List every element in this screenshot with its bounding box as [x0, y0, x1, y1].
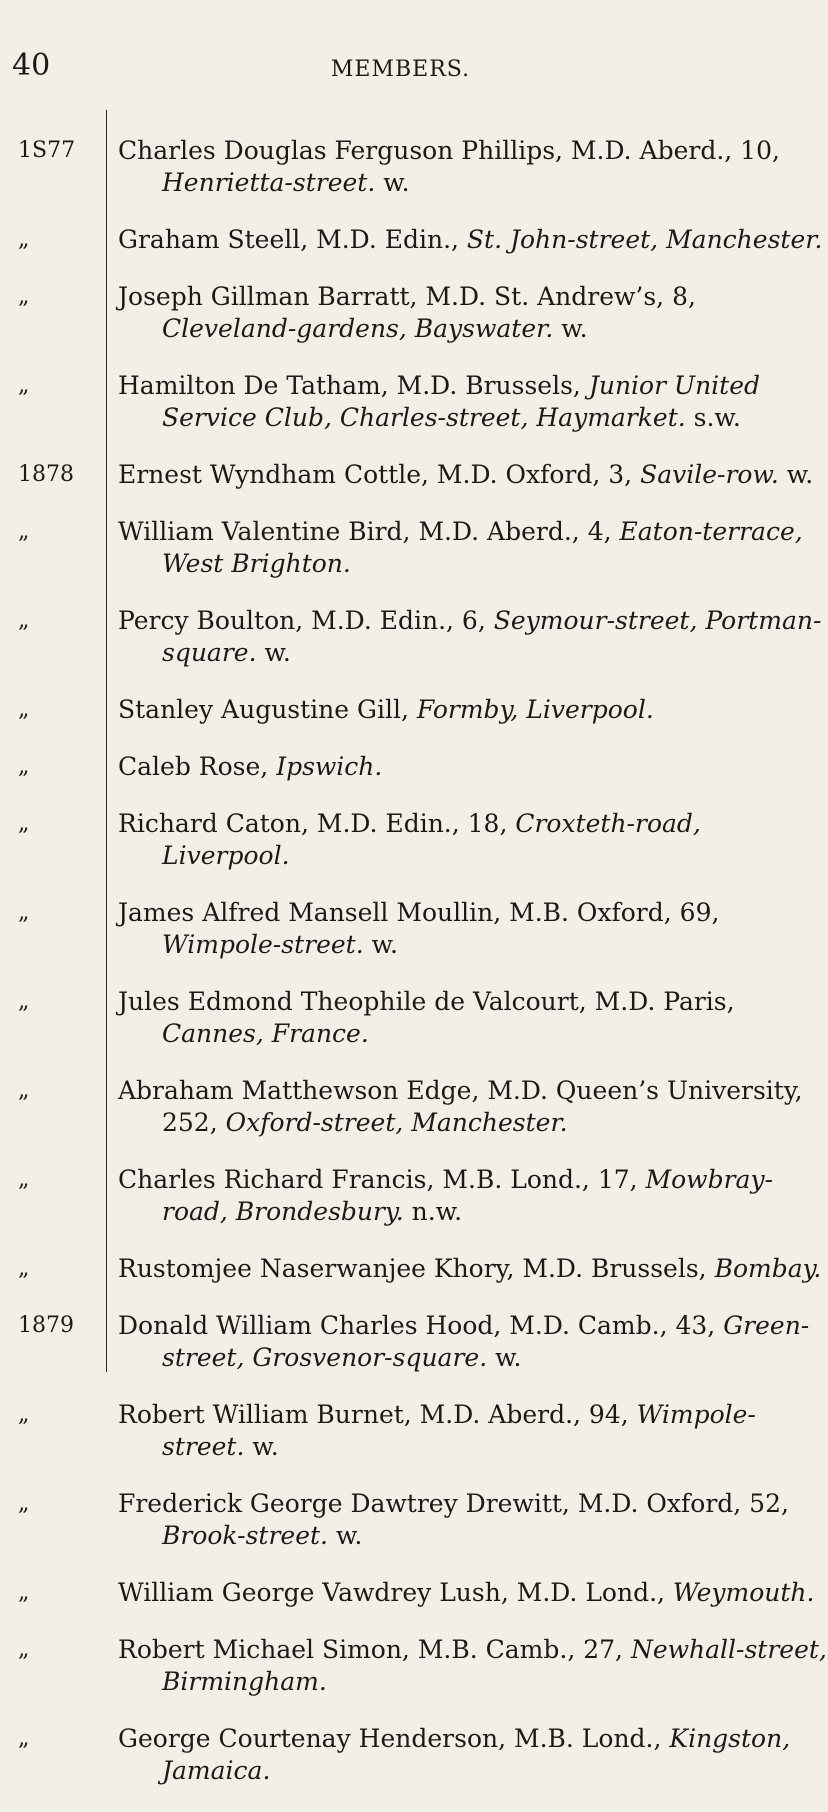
member-address: Ipswich. [276, 752, 383, 781]
list-item [0, 135, 801, 199]
member-address: Weymouth. [672, 1578, 815, 1607]
member-degree: M.D. Edin., [308, 225, 467, 254]
member-entry [118, 986, 828, 1050]
member-name: Jules Edmond Theophile de Valcourt, [118, 987, 587, 1016]
year-of-election: 1879 [18, 1313, 74, 1338]
member-district: w. [256, 638, 291, 667]
member-entry [118, 1488, 828, 1552]
member-district: s.w. [685, 403, 741, 432]
member-address: Mowbray-road, Brondesbury. [162, 1165, 774, 1226]
member-degree: M.D. Aberd., 4, [410, 517, 620, 546]
list-item [0, 1310, 810, 1374]
list-item [0, 516, 801, 580]
list-item [0, 1075, 801, 1139]
member-entry [118, 694, 828, 726]
year-of-election: „ [18, 519, 30, 544]
list-item [0, 751, 801, 783]
year-of-election: „ [18, 1167, 30, 1192]
member-degree: M.B. Oxford, 69, [501, 898, 720, 927]
member-name: Percy Boulton, [118, 606, 304, 635]
year-of-election: „ [18, 373, 30, 398]
member-entry [118, 605, 828, 669]
member-name: Donald William Charles Hood, [118, 1311, 502, 1340]
member-entry [118, 751, 828, 783]
year-of-election: „ [18, 697, 30, 722]
year-of-election: „ [18, 1491, 30, 1516]
member-entry [118, 1634, 828, 1698]
list-item [0, 605, 822, 669]
member-entry [118, 1253, 828, 1285]
running-title: MEMBERS. [330, 57, 471, 82]
member-name: Charles Richard Francis, [118, 1165, 435, 1194]
member-address: Kingston, Jamaica. [162, 1724, 791, 1785]
member-degree: M.D. Oxford, 3, [428, 460, 641, 489]
member-address: Savile-row. [640, 460, 779, 489]
member-entry [118, 1577, 828, 1609]
member-name: George Courtenay Henderson, [118, 1724, 507, 1753]
member-name: Stanley Augustine Gill, [118, 695, 409, 724]
member-address: Newhall-street, Birmingham. [162, 1635, 827, 1696]
member-district: w. [363, 930, 398, 959]
member-name: Joseph Gillman Barratt, [118, 282, 418, 311]
member-degree: M.D. Brussels, [388, 371, 589, 400]
list-item [0, 1634, 827, 1698]
member-address: Henrietta-street. [162, 168, 376, 197]
member-name: Abraham Matthewson Edge, [118, 1076, 480, 1105]
year-of-election: 1878 [18, 462, 74, 487]
member-degree: M.D. Camb., 43, [501, 1311, 724, 1340]
member-degree: M.D. Aberd., 10, [562, 136, 780, 165]
member-degree: M.D. St. Andrew’s, 8, [417, 282, 696, 311]
list-item [0, 1164, 801, 1228]
member-name: Frederick George Dawtrey Drewitt, [118, 1489, 570, 1518]
year-of-election: „ [18, 1580, 30, 1605]
member-degree: M.D. Queen’s University, 252, [162, 1076, 803, 1137]
member-address: Green-street, Grosvenor-square. [162, 1311, 810, 1372]
member-entry [118, 1075, 828, 1139]
year-of-election: „ [18, 1256, 30, 1281]
member-address: Croxteth-road, Liverpool. [162, 809, 701, 870]
page-number: 40 [12, 48, 51, 83]
member-degree: M.B. Lond., 17, [434, 1165, 646, 1194]
year-of-election: „ [18, 989, 30, 1014]
list-item [0, 1723, 801, 1787]
list-item [0, 986, 801, 1050]
member-entry [118, 897, 828, 961]
year-of-election: „ [18, 754, 30, 779]
year-of-election: „ [18, 1637, 30, 1662]
member-degree: M.D. Brussels, [514, 1254, 715, 1283]
member-address: Cleveland-gardens, Bayswater. [162, 314, 554, 343]
member-address: Junior United Service Club, Charles-street, Haymarket. [162, 371, 761, 432]
member-name: Ernest Wyndham Cottle, [118, 460, 429, 489]
member-name: Rustomjee Naserwanjee Khory, [118, 1254, 515, 1283]
year-of-election: „ [18, 284, 30, 309]
member-list [0, 110, 827, 1812]
year-of-election: 1S77 [18, 138, 76, 163]
member-name: James Alfred Mansell Moullin, [118, 898, 502, 927]
member-degree [268, 752, 276, 781]
list-item [0, 1399, 801, 1463]
year-of-election: „ [18, 1402, 30, 1427]
list-item [0, 694, 801, 726]
member-district: w. [328, 1521, 363, 1550]
member-entry [118, 1723, 828, 1787]
member-name: Robert Michael Simon, [118, 1635, 410, 1664]
member-entry [118, 135, 828, 199]
member-name: William Valentine Bird, [118, 517, 411, 546]
member-district: n.w. [403, 1197, 463, 1226]
list-item [0, 370, 801, 434]
member-name: Caleb Rose, [118, 752, 269, 781]
member-address: Oxford-street, Manchester. [225, 1108, 568, 1137]
member-address: St. John-street, Manchester. [466, 225, 823, 254]
member-address: Formby, Liverpool. [416, 695, 654, 724]
member-address: Bombay. [714, 1254, 822, 1283]
member-district: w. [778, 460, 814, 489]
member-name: William George Vawdrey Lush, [118, 1578, 509, 1607]
member-name: Robert William Burnet, [118, 1400, 412, 1429]
member-degree: M.B. Lond., [506, 1724, 670, 1753]
year-of-election: „ [18, 608, 30, 633]
member-degree: M.D. Lond., [508, 1578, 673, 1607]
member-address: Wimpole-street. [162, 930, 364, 959]
list-item [0, 897, 801, 961]
member-degree: M.D. Edin., 6, [303, 606, 494, 635]
year-of-election: „ [18, 900, 30, 925]
member-entry [118, 224, 828, 256]
list-item [0, 281, 801, 345]
member-name: Graham Steell, [118, 225, 309, 254]
list-item [0, 1488, 801, 1552]
member-address: Wimpole-street. [162, 1400, 756, 1461]
member-entry [118, 1310, 828, 1374]
member-entry [118, 1164, 828, 1228]
member-entry [118, 281, 828, 345]
member-address: Eaton-terrace, West Brighton. [162, 517, 803, 578]
list-item [0, 459, 814, 491]
member-district: w. [244, 1432, 279, 1461]
list-item [0, 808, 801, 872]
list-item [0, 1577, 815, 1609]
year-of-election: „ [18, 1078, 30, 1103]
member-degree: M.D. Paris, [586, 987, 735, 1016]
member-entry [118, 808, 828, 872]
year-of-election: „ [18, 1726, 30, 1751]
member-name: Hamilton De Tatham, [118, 371, 389, 400]
member-district: w. [553, 314, 588, 343]
member-district: w. [375, 168, 410, 197]
year-of-election: „ [18, 227, 30, 252]
member-name: Richard Caton, [118, 809, 309, 838]
member-degree: M.B. Camb., 27, [409, 1635, 631, 1664]
member-entry [118, 459, 828, 491]
member-degree: M.D. Aberd., 94, [411, 1400, 637, 1429]
list-item [0, 1253, 822, 1285]
member-degree: M.D. Oxford, 52, [569, 1489, 789, 1518]
member-address: Cannes, France. [162, 1019, 369, 1048]
member-degree [409, 695, 417, 724]
member-entry [118, 370, 828, 434]
member-district: w. [487, 1343, 522, 1372]
member-name: Charles Douglas Ferguson Phillips, [118, 136, 563, 165]
member-entry [118, 1399, 828, 1463]
member-degree: M.D. Edin., 18, [308, 809, 516, 838]
year-of-election: „ [18, 811, 30, 836]
member-address: Seymour-street, Portman-square. [162, 606, 822, 667]
list-item [0, 224, 823, 256]
member-address: Brook-street. [162, 1521, 328, 1550]
page-header [0, 48, 801, 88]
member-entry [118, 516, 828, 580]
